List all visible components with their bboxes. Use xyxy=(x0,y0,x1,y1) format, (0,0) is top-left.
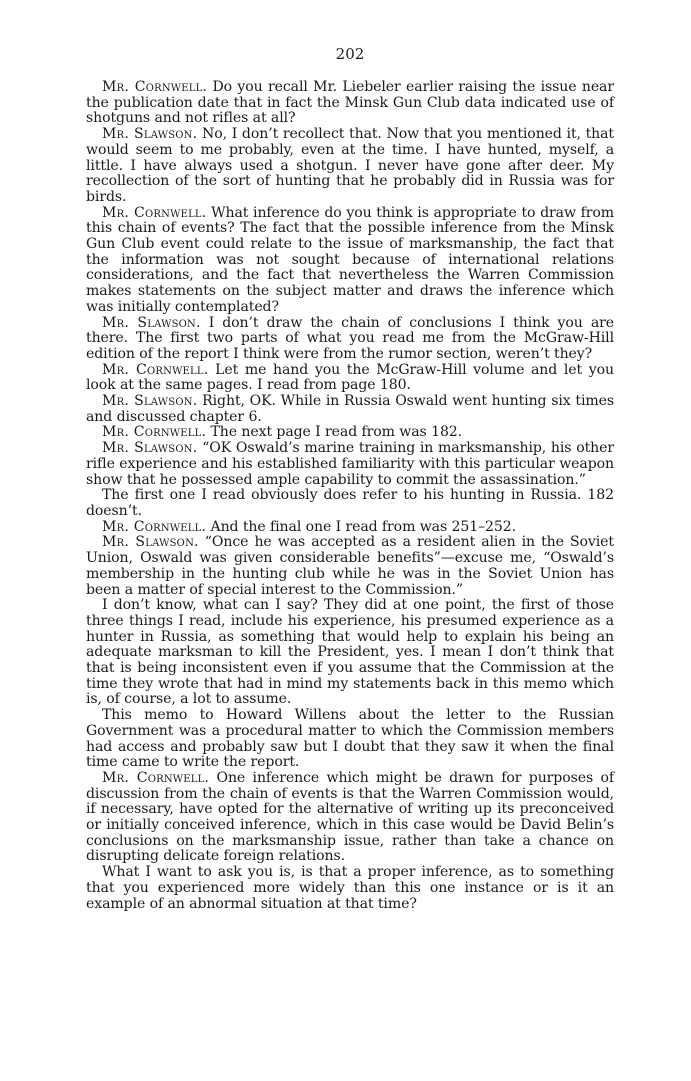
transcript-paragraph xyxy=(86,363,614,394)
paragraph-text: Do you recall Mr. Liebeler earlier raising the issue near the publication date that in fact the Minsk Gun Club data indicated use of shotguns and not rifles at all? xyxy=(86,79,614,127)
transcript-paragraph xyxy=(86,535,614,598)
paragraph-text: “Once he was accepted as a resident alien in the Soviet Union, Oswald was given considerable benefits”—excuse me, “Oswald’s membership in the hunting club while he was in the Soviet Union has been a matter of special interest to the Commission.” xyxy=(86,534,614,598)
transcript-paragraph xyxy=(86,771,614,865)
transcript-paragraph xyxy=(86,425,614,441)
speaker-name: Mr. Cornwell. xyxy=(102,361,209,378)
paragraph-text: The first one I read obviously does refer to his hunting in Russia. 182 doesn’t. xyxy=(86,487,614,519)
paragraph-text: What I want to ask you is, is that a proper inference, as to something that you experienced more widely than this one instance or is it an example of an abnormal situation at that time? xyxy=(86,864,614,912)
transcript-paragraph xyxy=(86,206,614,316)
paragraph-text: “OK Oswald’s marine training in marksmanship, his other rifle experience and his established familiarity with this particular weapon show that he possessed ample capability to commit the assassination.” xyxy=(86,440,614,488)
paragraph-text: This memo to Howard Willens about the letter to the Russian Government was a procedural matter to which the Commission members had access and probably saw but I doubt that they saw it when the final time came to write the report. xyxy=(86,707,614,771)
transcript-paragraph xyxy=(86,520,614,536)
paragraph-text: Let me hand you the McGraw-Hill volume and let you look at the same pages. I read from page 180. xyxy=(86,361,614,394)
transcript-body xyxy=(86,80,614,912)
transcript-paragraph xyxy=(86,80,614,127)
speaker-name: Mr. Slawson. xyxy=(102,314,201,331)
speaker-name: Mr. Slawson. xyxy=(102,440,198,457)
transcript-paragraph xyxy=(86,441,614,488)
speaker-name: Mr. Cornwell. xyxy=(102,769,210,786)
paragraph-text: I don’t know, what can I say? They did at one point, the first of those three things I read, include his experience, his presumed experience as a hunter in Russia, as something that would help to explain his being an adequate marksman to kill the President, yes. I mean I don’t think that that is being inconsistent even if you assume that the Commission at the time they wrote that had in mind my statements back in this memo which is, of course, a lot to assume. xyxy=(86,597,614,708)
paragraph-text: One inference which might be drawn for purposes of discussion from the chain of events is that the Warren Commission would, if necessary, have opted for the alternative of writing up its preconceived or initially conceived inference, which in this case would be David Belin’s conclusions on the marksmanship issue, rather than take a chance on disrupting delicate foreign relations. xyxy=(86,769,614,865)
paragraph-text: The next page I read from was 182. xyxy=(206,424,463,441)
transcript-paragraph xyxy=(86,316,614,363)
speaker-name: Mr. Slawson. xyxy=(102,126,198,143)
speaker-name: Mr. Slawson. xyxy=(102,534,199,551)
transcript-paragraph xyxy=(86,598,614,708)
paragraph-text: And the final one I read from was 251–252. xyxy=(206,518,517,535)
document-page xyxy=(86,44,614,912)
paragraph-text: Right, OK. While in Russia Oswald went hunting six times and discussed chapter 6. xyxy=(86,393,614,425)
paragraph-text: I don’t draw the chain of conclusions I think you are there. The first two parts of what you read me from the McGraw-Hill edition of the report I think were from the rumor section, weren’t they? xyxy=(86,314,614,362)
transcript-paragraph xyxy=(86,708,614,771)
speaker-name: Mr. Slawson. xyxy=(102,393,198,410)
page-number: 202 xyxy=(335,45,365,63)
paragraph-text: What inference do you think is appropriate to draw from this chain of events? The fact that the possible inference from the Minsk Gun Club event could relate to the issue of marksmanship, the fact that the information was not sought because of international relations considerations, and the fact that nevertheless the Warren Commission makes statements on the subject matter and draws the inference which was initially contemplated? xyxy=(86,204,614,315)
speaker-name: Mr. Cornwell. xyxy=(102,79,208,95)
speaker-name: Mr. Cornwell. xyxy=(102,424,207,441)
paragraph-text: No, I don’t recollect that. Now that you mentioned it, that would seem to me probably, even at the time. I have hunted, myself, a little. I have always used a shotgun. I never have gone after deer. My recollection of the sort of hunting that he probably did in Russia was for birds. xyxy=(86,126,614,205)
transcript-paragraph xyxy=(86,127,614,206)
transcript-paragraph xyxy=(86,865,614,912)
transcript-paragraph xyxy=(86,394,614,425)
transcript-paragraph xyxy=(86,488,614,519)
speaker-name: Mr. Cornwell. xyxy=(102,518,207,535)
speaker-name: Mr. Cornwell. xyxy=(102,204,207,221)
